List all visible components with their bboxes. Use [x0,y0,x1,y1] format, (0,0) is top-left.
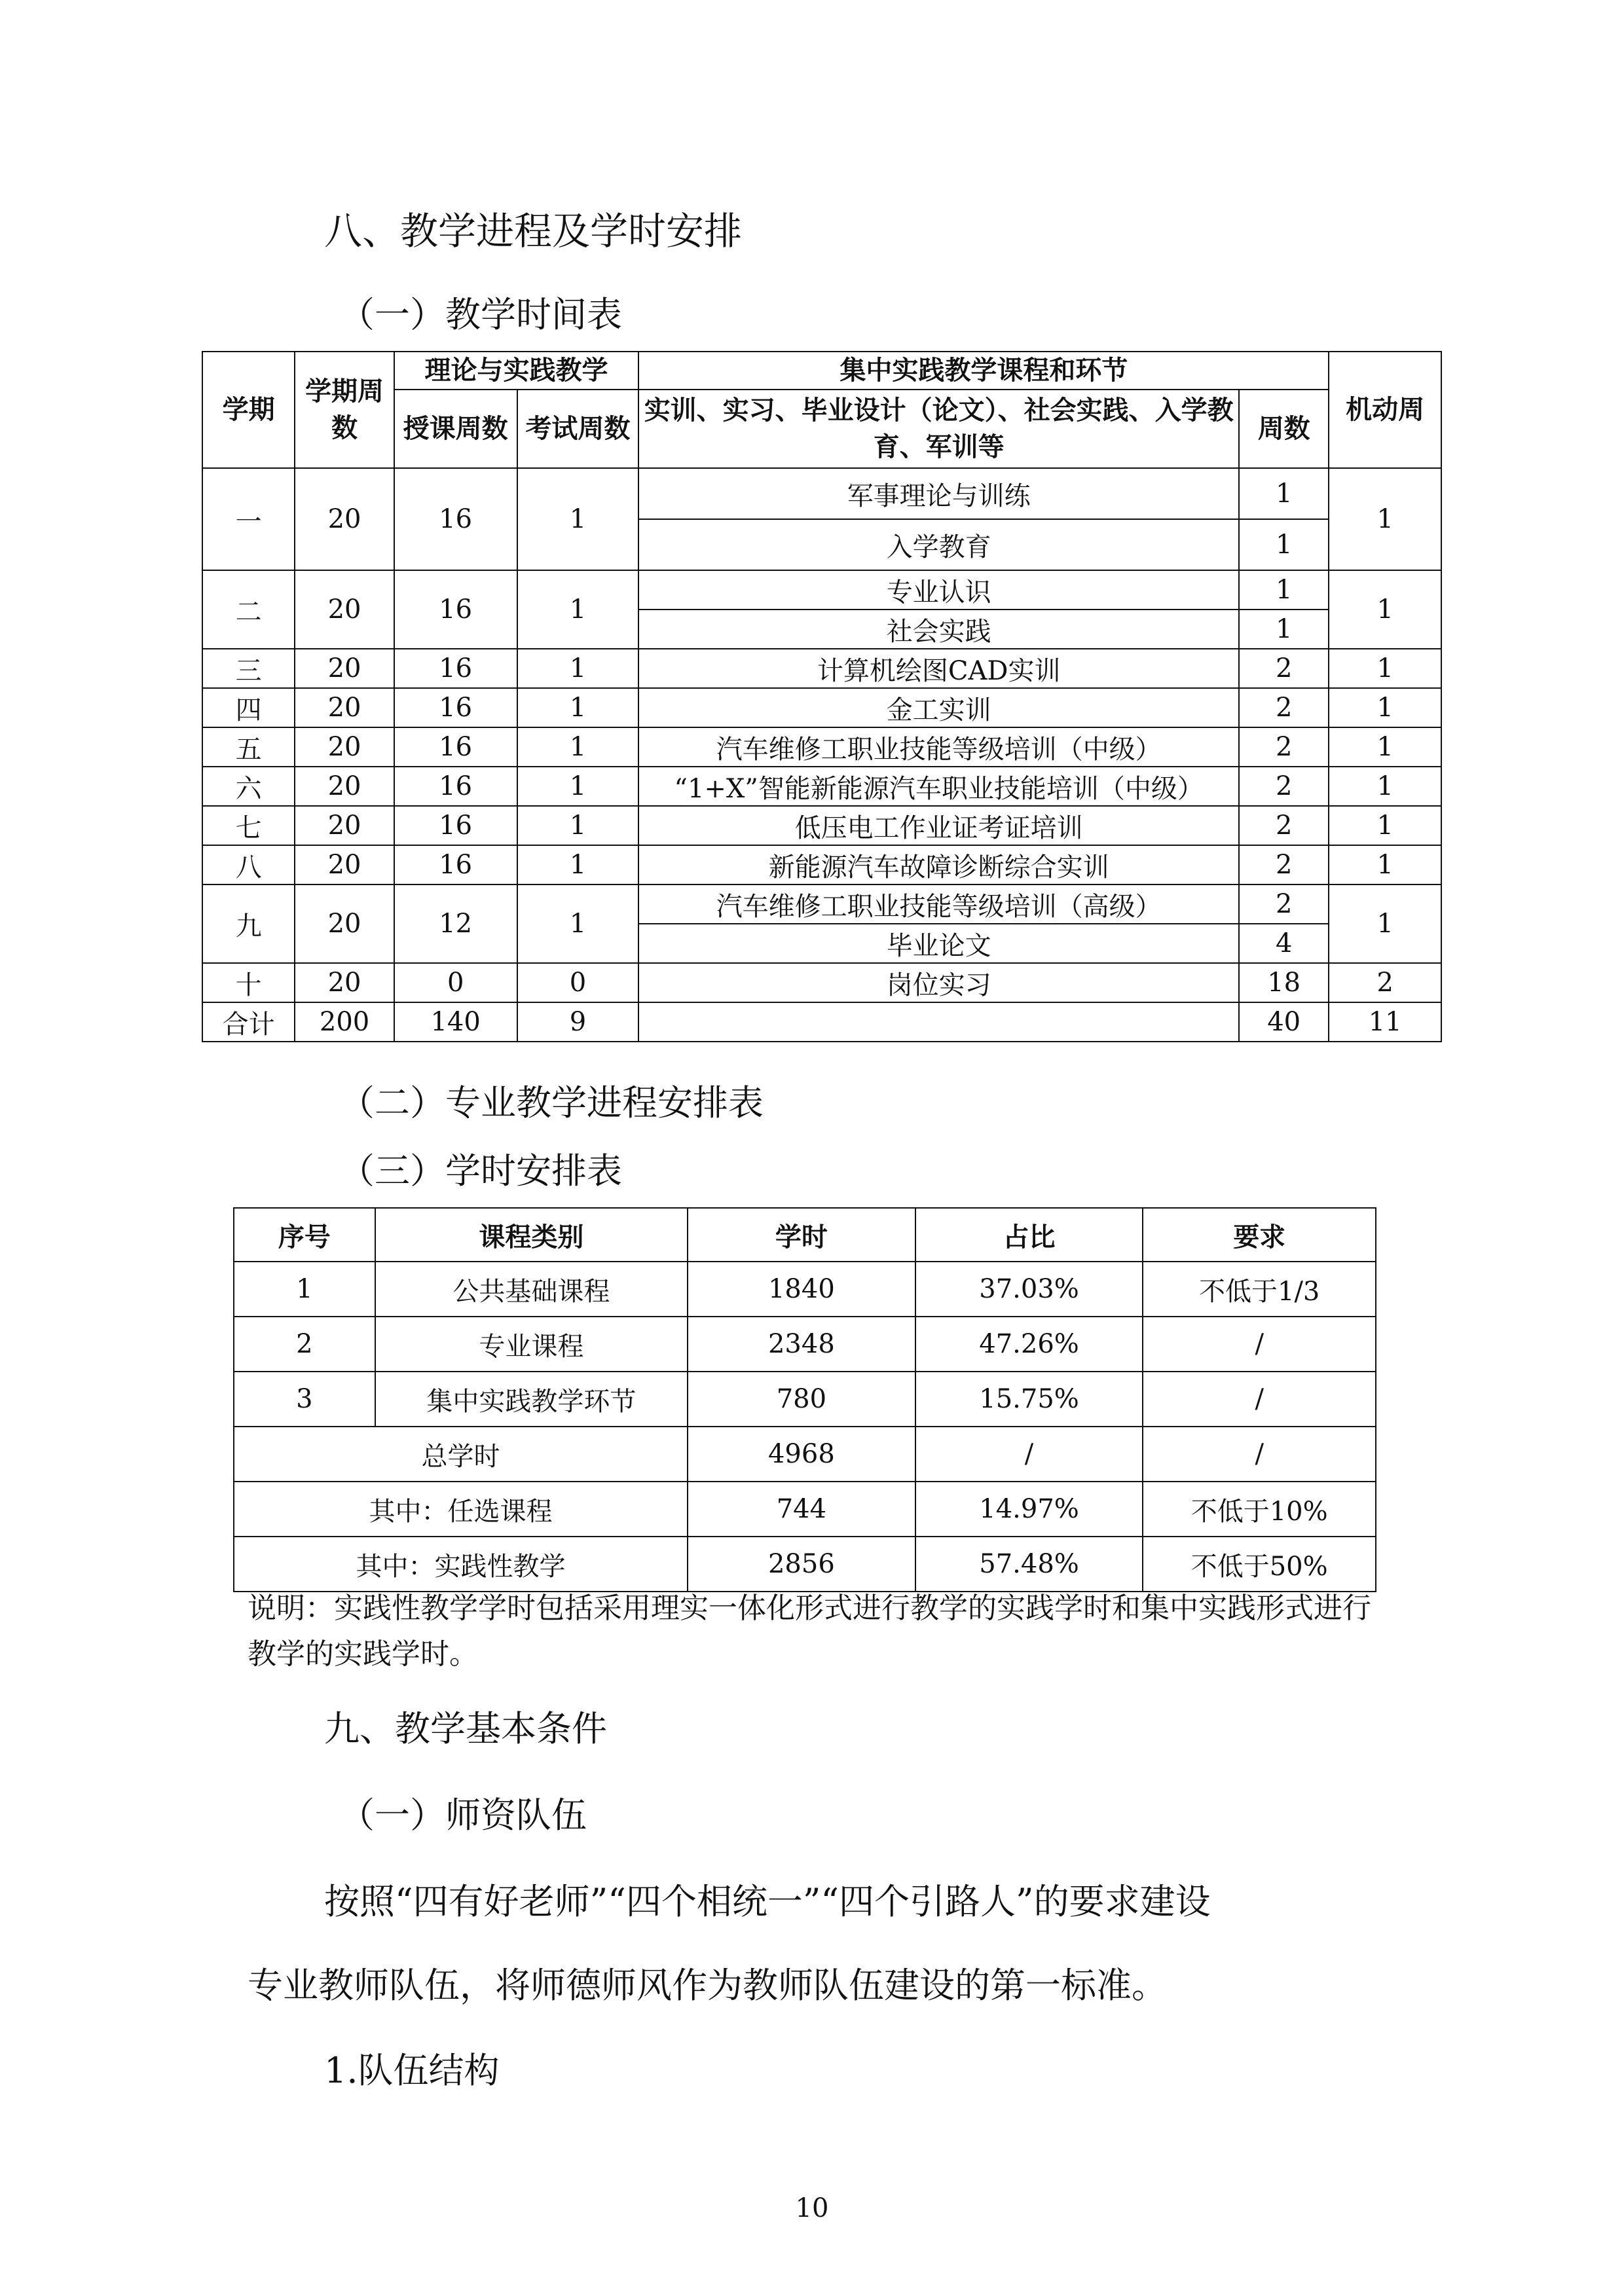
cell-flexible-weeks: 1 [1329,884,1441,963]
col-weeks: 周数 [1239,390,1329,468]
cell-semester: 五 [202,727,295,767]
col-weeks-per-semester: 学期周数 [295,352,394,468]
cell-practice-weeks: 1 [1239,519,1329,570]
cell-practice-item: 军事理论与训练 [638,468,1239,519]
cell-teaching-weeks: 16 [394,649,517,688]
col-no: 序号 [234,1208,375,1262]
cell-practice-item: 汽车维修工职业技能等级培训（高级） [638,884,1239,924]
cell-semester: 六 [202,767,295,806]
cell-category: 专业课程 [375,1317,688,1372]
cell-summary-label: 总学时 [234,1427,688,1482]
table-row [234,1262,1376,1317]
table-row [202,649,1441,688]
cell-semester: 九 [202,884,295,963]
cell-req: / [1143,1317,1376,1372]
cell-weeks-total: 20 [295,963,394,1002]
col-category: 课程类别 [375,1208,688,1262]
table-row [202,963,1441,1002]
cell-weeks-total: 20 [295,884,394,963]
col-exam-weeks: 考试周数 [517,390,639,468]
cell-teaching-weeks: 12 [394,884,517,963]
cell-teaching-weeks: 16 [394,727,517,767]
cell-exam-weeks: 1 [517,468,639,570]
table-row [202,806,1441,845]
section-heading-9: 九、教学基本条件 [324,1708,607,1749]
cell-hours: 744 [688,1482,915,1537]
teaching-schedule-table [202,351,1442,1042]
cell-flexible-weeks: 1 [1329,688,1441,727]
cell-practice-item: 新能源汽车故障诊断综合实训 [638,845,1239,884]
cell-practice-item: 低压电工作业证考证培训 [638,806,1239,845]
col-semester: 学期 [202,352,295,468]
cell-exam-weeks: 0 [517,963,639,1002]
cell-exam-weeks: 1 [517,845,639,884]
col-practice-items: 实训、实习、毕业设计（论文）、社会实践、入学教育、军训等 [638,390,1239,468]
cell-hours: 2348 [688,1317,915,1372]
cell-teaching-weeks: 16 [394,806,517,845]
col-hours: 学时 [688,1208,915,1262]
table-row [234,1372,1376,1427]
cell-ratio: 57.48% [915,1537,1143,1592]
cell-practice-weeks: 18 [1239,963,1329,1002]
cell-practice-weeks: 4 [1239,924,1329,963]
cell-flexible-weeks: 1 [1329,845,1441,884]
cell-exam-weeks: 1 [517,570,639,649]
cell-flexible-weeks: 1 [1329,468,1441,570]
cell-practice-weeks: 2 [1239,884,1329,924]
cell-ratio: 14.97% [915,1482,1143,1537]
cell-exam-weeks: 1 [517,806,639,845]
cell-practice-item: 毕业论文 [638,924,1239,963]
table-row [202,727,1441,767]
cell-practice-weeks: 2 [1239,688,1329,727]
cell-flexible-weeks: 1 [1329,649,1441,688]
cell-total-flex: 11 [1329,1002,1441,1042]
cell-semester: 十 [202,963,295,1002]
cell-practice-item: 计算机绘图CAD实训 [638,649,1239,688]
cell-weeks-total: 20 [295,767,394,806]
cell-flexible-weeks: 1 [1329,806,1441,845]
cell-semester: 八 [202,845,295,884]
hours-table [233,1207,1376,1592]
table-row-summary [234,1427,1376,1482]
cell-flexible-weeks: 1 [1329,767,1441,806]
paragraph-line-1: 按照“四有好老师”“四个相统一”“四个引路人”的要求建设 [324,1881,1211,1922]
cell-practice-weeks: 1 [1239,610,1329,649]
table-row-summary [234,1537,1376,1592]
cell-practice-weeks: 2 [1239,727,1329,767]
cell-practice-weeks: 2 [1239,806,1329,845]
cell-exam-weeks: 1 [517,727,639,767]
item-team-structure: 1.队伍结构 [324,2050,500,2091]
cell-no: 3 [234,1372,375,1427]
cell-hours: 780 [688,1372,915,1427]
cell-flexible-weeks: 1 [1329,727,1441,767]
cell-req: / [1143,1427,1376,1482]
cell-weeks-total: 20 [295,688,394,727]
cell-exam-weeks: 1 [517,649,639,688]
cell-req: 不低于1/3 [1143,1262,1376,1317]
table-row-total [202,1002,1441,1042]
table-note: 说明：实践性教学学时包括采用理实一体化形式进行教学的实践学时和集中实践形式进行教学的实践学时。 [248,1592,1371,1671]
cell-teaching-weeks: 16 [394,767,517,806]
cell-no: 2 [234,1317,375,1372]
cell-category: 集中实践教学环节 [375,1372,688,1427]
cell-category: 公共基础课程 [375,1262,688,1317]
cell-hours: 2856 [688,1537,915,1592]
cell-practice-item: “1+X”智能新能源汽车职业技能培训（中级） [638,767,1239,806]
cell-teaching-weeks: 16 [394,688,517,727]
cell-practice-weeks: 1 [1239,570,1329,610]
cell-weeks-total: 20 [295,727,394,767]
table-row [202,884,1441,924]
table-row [202,845,1441,884]
cell-flexible-weeks: 2 [1329,963,1441,1002]
col-requirement: 要求 [1143,1208,1376,1262]
cell-total-teach: 140 [394,1002,517,1042]
cell-practice-item: 金工实训 [638,688,1239,727]
table-row-summary [234,1482,1376,1537]
cell-practice-weeks: 2 [1239,767,1329,806]
cell-teaching-weeks: 0 [394,963,517,1002]
table-row [234,1317,1376,1372]
cell-practice-item: 入学教育 [638,519,1239,570]
cell-teaching-weeks: 16 [394,570,517,649]
cell-total-total: 200 [295,1002,394,1042]
cell-ratio: 37.03% [915,1262,1143,1317]
cell-ratio: 15.75% [915,1372,1143,1427]
table-row [202,688,1441,727]
cell-teaching-weeks: 16 [394,845,517,884]
col-theory-practice: 理论与实践教学 [394,352,639,390]
col-flexible-weeks: 机动周 [1329,352,1441,468]
cell-no: 1 [234,1262,375,1317]
cell-summary-label: 其中：实践性教学 [234,1537,688,1592]
cell-flexible-weeks: 1 [1329,570,1441,649]
cell-weeks-total: 20 [295,468,394,570]
subheading-hours: （三）学时安排表 [339,1150,622,1192]
subheading-faculty: （一）师资队伍 [339,1795,587,1836]
cell-weeks-total: 20 [295,806,394,845]
cell-exam-weeks: 1 [517,688,639,727]
cell-hours: 4968 [688,1427,915,1482]
cell-weeks-total: 20 [295,649,394,688]
col-ratio: 占比 [915,1208,1143,1262]
col-concentrated-practice: 集中实践教学课程和环节 [638,352,1329,390]
cell-ratio: 47.26% [915,1317,1143,1372]
cell-req: 不低于50% [1143,1537,1376,1592]
cell-practice-weeks: 2 [1239,845,1329,884]
cell-practice-item: 岗位实习 [638,963,1239,1002]
col-teaching-weeks: 授课周数 [394,390,517,468]
subheading-schedule: （一）教学时间表 [339,294,622,335]
cell-summary-label: 其中：任选课程 [234,1482,688,1537]
cell-weeks-total: 20 [295,845,394,884]
cell-total-items [638,1002,1239,1042]
cell-practice-item: 专业认识 [638,570,1239,610]
table-row [202,767,1441,806]
cell-total-weeks: 40 [1239,1002,1329,1042]
cell-semester: 一 [202,468,295,570]
cell-semester: 七 [202,806,295,845]
subheading-progress: （二）专业教学进程安排表 [339,1082,764,1123]
cell-practice-weeks: 2 [1239,649,1329,688]
cell-hours: 1840 [688,1262,915,1317]
section-heading-8: 八、教学进程及学时安排 [324,209,743,253]
cell-total-exam: 9 [517,1002,639,1042]
cell-practice-item: 社会实践 [638,610,1239,649]
cell-req: / [1143,1372,1376,1427]
table-row [202,570,1441,610]
cell-ratio: / [915,1427,1143,1482]
cell-practice-item: 汽车维修工职业技能等级培训（中级） [638,727,1239,767]
cell-weeks-total: 20 [295,570,394,649]
cell-semester: 四 [202,688,295,727]
cell-req: 不低于10% [1143,1482,1376,1537]
cell-semester: 三 [202,649,295,688]
cell-total-label: 合计 [202,1002,295,1042]
cell-semester: 二 [202,570,295,649]
cell-exam-weeks: 1 [517,884,639,963]
cell-exam-weeks: 1 [517,767,639,806]
paragraph-line-2: 专业教师队伍，将师德师风作为教师队伍建设的第一标准。 [248,1965,1167,2006]
cell-teaching-weeks: 16 [394,468,517,570]
page-number: 10 [795,2193,829,2223]
table-row [202,468,1441,519]
cell-practice-weeks: 1 [1239,468,1329,519]
